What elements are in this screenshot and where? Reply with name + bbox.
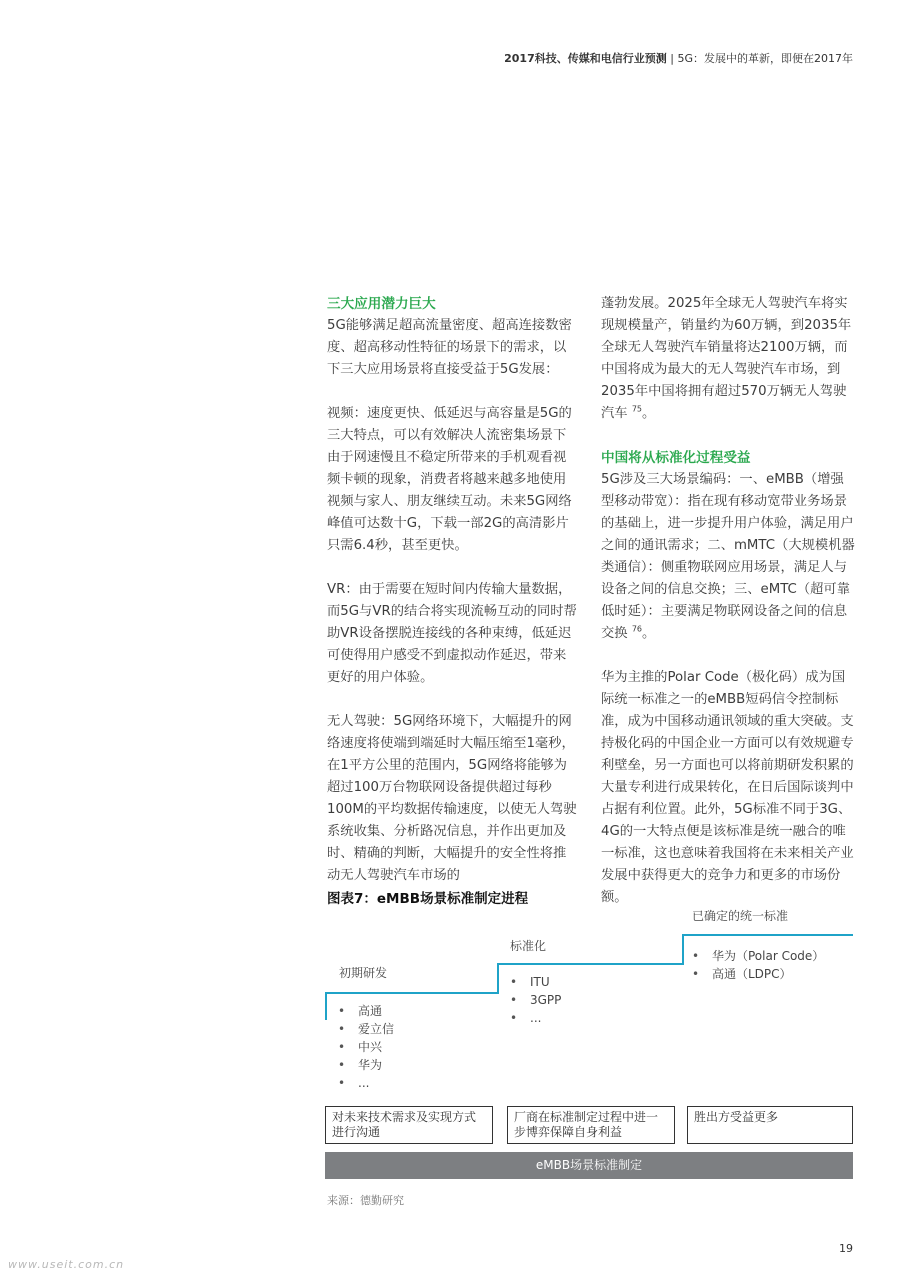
list-item: • 华为 (338, 1056, 394, 1074)
footnote-75: 75 (631, 404, 643, 414)
section-title: 5G：发展中的革新，即便在2017年 (677, 52, 853, 65)
page-number: 19 (839, 1242, 853, 1255)
list-item: • 3GPP (510, 991, 561, 1009)
polar-code-paragraph: 华为主推的Polar Code（极化码）成为国际统一标准之一的eMBB短码信令控制标准，成为中国移动通讯领域的重大突破。支持极化码的中国企业一方面可以有效规避专利壁垒，另一方面也可以将前期研发积累的大量专利进行成果转化，在日后国际谈判中占据有利位置。此外，5G标准不同于3G、4G的一大特点便是该标准是统一融合的唯一标准，这也意味着我国将在未来相关产业发展中获得更大的竞争力和更多的市场份额。 (601, 670, 854, 905)
step-line-2-horizontal (497, 963, 684, 965)
autonomous-paragraph: 无人驾驶：5G网络环境下，大幅提升的网络速度将使端到端延时大幅压缩至1毫秒，在1平方公里的范围内，5G网络将能够为超过100万台物联网设备提供超过每秒100M的平均数据传输速度，以使无人驾驶系统收集、分析路况信息，并作出更加及时、精确的判断，大幅提升的安全性将推动无人驾驶汽车市场的 (327, 714, 577, 883)
stage-label-unified-standard: 已确定的统一标准 (692, 909, 789, 923)
list-item: • ITU (510, 973, 561, 991)
step-line-3-horizontal (682, 934, 853, 936)
list-item: • 中兴 (338, 1038, 394, 1056)
footnote-76: 76 (631, 624, 643, 634)
process-bar: eMBB场景标准制定 (325, 1152, 853, 1179)
step-line-1-vertical (325, 992, 327, 1020)
header-separator: | (670, 52, 674, 65)
stage-list-research (338, 1002, 394, 1092)
continuation-paragraph: 蓬勃发展。2025年全球无人驾驶汽车将实现规模量产，销量约为60万辆，到2035年全球无人驾驶汽车销量将达2100万辆，而中国将成为最大的无人驾驶汽车市场，到2035年中国将拥有超过570万辆无人驾驶汽车 $^{75}$。 (601, 296, 852, 421)
step-line-3-vertical (682, 934, 684, 965)
right-column (601, 293, 855, 909)
list-item: • ... (510, 1009, 561, 1027)
report-title: 2017科技、传媒和电信行业预测 (504, 52, 667, 65)
vr-paragraph: VR：由于需要在短时间内传输大量数据，而5G与VR的结合将实现流畅互动的同时帮助VR设备摆脱连接线的各种束缚，低延迟可使得用户感受不到虚拟动作延迟，带来更好的用户体验。 (327, 582, 577, 685)
stage-box-communication: 对未来技术需求及实现方式进行沟通 (325, 1106, 493, 1144)
running-header (504, 50, 853, 66)
step-line-1-horizontal (325, 992, 499, 994)
heading-three-applications: 三大应用潜力巨大 (327, 296, 436, 312)
watermark: www.useit.com.cn (8, 1258, 125, 1271)
list-item: • 高通（LDPC） (692, 965, 824, 983)
left-column (327, 293, 579, 887)
step-line-2-vertical (497, 963, 499, 994)
stage-label-standardization: 标准化 (510, 939, 547, 953)
stage-label-research: 初期研发 (339, 966, 388, 980)
intro-paragraph: 5G能够满足超高流量密度、超高连接数密度、超高移动性特征的场景下的需求，以下三大应用场景将直接受益于5G发展： (327, 318, 572, 377)
stage-list-unified-standard (692, 947, 824, 983)
stage-box-winner: 胜出方受益更多 (687, 1106, 853, 1144)
list-item: • 爱立信 (338, 1020, 394, 1038)
figure-title: 图表7：eMBB场景标准制定进程 (327, 891, 529, 907)
list-item: • 华为（Polar Code） (692, 947, 824, 965)
stage-box-negotiation: 厂商在标准制定过程中进一步博弈保障自身利益 (507, 1106, 675, 1144)
list-item: • ... (338, 1074, 394, 1092)
scenarios-paragraph: 5G涉及三大场景编码：一、eMBB（增强型移动带宽）：指在现有移动宽带业务场景的基础上，进一步提升用户体验，满足用户之间的通讯需求；二、mMTC（大规模机器类通信）：侧重物联网应用场景，满足人与设备之间的信息交换；三、eMTC（超可靠低时延）：主要满足物联网设备之间的信息交换 $^{76}$。 (601, 472, 855, 641)
heading-standardization: 中国将从标准化过程受益 (601, 450, 751, 466)
figure-source: 来源：德勤研究 (327, 1194, 404, 1207)
list-item: • 高通 (338, 1002, 394, 1020)
stage-list-standardization (510, 973, 561, 1027)
video-paragraph: 视频：速度更快、低延迟与高容量是5G的三大特点，可以有效解决人流密集场景下由于网速慢且不稳定所带来的手机观看视频卡顿的现象，消费者将越来越多地使用视频与家人、朋友继续互动。未来5G网络峰值可达数十G，下载一部2G的高清影片只需6.4秒，甚至更快。 (327, 406, 572, 553)
